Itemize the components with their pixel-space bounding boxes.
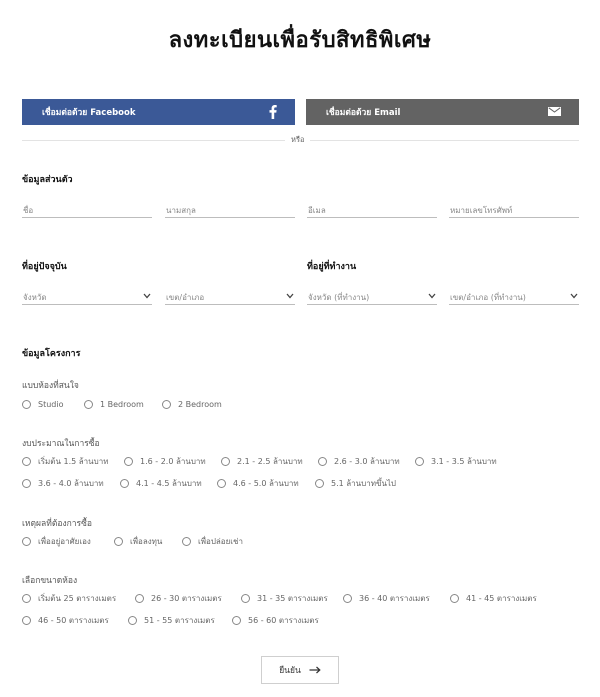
room-size-option[interactable] — [232, 614, 319, 626]
reason-option-label: เพื่อปล่อยเช่า — [198, 536, 243, 546]
work-district-select[interactable] — [449, 291, 579, 305]
room-size-option-label: 36 - 40 ตารางเมตร — [359, 593, 430, 603]
arrow-right-icon — [309, 666, 321, 674]
current-district-placeholder: เขต/อำเภอ — [166, 293, 205, 302]
room-size-option-label: 56 - 60 ตารางเมตร — [248, 615, 319, 625]
reason-option-live[interactable] — [22, 535, 91, 547]
personal-info-heading: ข้อมูลส่วนตัว — [22, 175, 73, 185]
radio-circle — [22, 457, 31, 466]
work-district-placeholder: เขต/อำเภอ (ที่ทำงาน) — [450, 293, 526, 302]
budget-option[interactable] — [221, 455, 303, 467]
room-size-option[interactable] — [128, 614, 215, 626]
facebook-icon — [269, 105, 277, 122]
budget-option-label: 3.6 - 4.0 ล้านบาท — [38, 478, 104, 488]
radio-circle — [241, 594, 250, 603]
radio-circle — [221, 457, 230, 466]
reason-option-label: เพื่อลงทุน — [130, 536, 163, 546]
work-address-heading: ที่อยู่ที่ทำงาน — [307, 262, 357, 272]
budget-option[interactable] — [315, 477, 396, 489]
email-placeholder: อีเมล — [308, 206, 326, 215]
project-info-heading: ข้อมูลโครงการ — [22, 349, 81, 359]
radio-circle — [232, 616, 241, 625]
radio-circle — [22, 479, 31, 488]
reason-option-rent[interactable] — [182, 535, 243, 547]
page-title: ลงทะเบียนเพื่อรับสิทธิพิเศษ — [168, 28, 432, 53]
room-type-option-1-bedroom[interactable] — [84, 398, 144, 410]
facebook-connect-button[interactable] — [22, 99, 295, 125]
email-field[interactable] — [307, 204, 437, 218]
purchase-reason-label: เหตุผลที่ต้องการซื้อ — [22, 519, 92, 529]
radio-circle — [217, 479, 226, 488]
budget-option-label: 1.6 - 2.0 ล้านบาท — [140, 456, 206, 466]
budget-option[interactable] — [124, 455, 206, 467]
budget-option[interactable] — [415, 455, 497, 467]
room-type-option-label: 1 Bedroom — [100, 399, 144, 409]
radio-circle — [120, 479, 129, 488]
current-province-placeholder: จังหวัด — [23, 293, 47, 302]
reason-option-invest[interactable] — [114, 535, 162, 547]
room-size-option[interactable] — [22, 592, 116, 604]
reason-option-label: เพื่ออยู่อาศัยเอง — [38, 536, 91, 546]
room-type-option-2-bedroom[interactable] — [162, 398, 222, 410]
room-size-option[interactable] — [450, 592, 537, 604]
budget-option[interactable] — [120, 477, 202, 489]
chevron-down-icon — [570, 293, 578, 299]
radio-circle — [415, 457, 424, 466]
room-size-option-label: 51 - 55 ตารางเมตร — [144, 615, 215, 625]
budget-option-label: 4.1 - 4.5 ล้านบาท — [136, 478, 202, 488]
first-name-placeholder: ชื่อ — [23, 206, 34, 215]
budget-option[interactable] — [22, 455, 108, 467]
room-size-option[interactable] — [343, 592, 430, 604]
radio-circle — [162, 400, 171, 409]
phone-field[interactable] — [449, 204, 579, 218]
radio-circle — [343, 594, 352, 603]
room-size-option[interactable] — [135, 592, 222, 604]
current-address-heading: ที่อยู่ปัจจุบัน — [22, 262, 67, 272]
current-province-select[interactable] — [22, 291, 152, 305]
radio-circle — [84, 400, 93, 409]
submit-label: ยืนยัน — [279, 666, 301, 676]
last-name-placeholder: นามสกุล — [166, 206, 196, 215]
room-type-option-studio[interactable] — [22, 398, 63, 410]
or-separator: หรือ — [285, 134, 310, 146]
budget-option-label: 3.1 - 3.5 ล้านบาท — [431, 456, 497, 466]
radio-circle — [22, 616, 31, 625]
radio-circle — [450, 594, 459, 603]
room-type-option-label: Studio — [38, 399, 64, 409]
radio-circle — [22, 537, 31, 546]
chevron-down-icon — [286, 293, 294, 299]
room-size-option[interactable] — [22, 614, 109, 626]
budget-option-label: 4.6 - 5.0 ล้านบาท — [233, 478, 299, 488]
radio-circle — [318, 457, 327, 466]
submit-button[interactable] — [261, 656, 339, 684]
room-type-label: แบบห้องที่สนใจ — [22, 381, 79, 391]
envelope-icon — [548, 107, 561, 119]
budget-option[interactable] — [217, 477, 299, 489]
budget-option-label: 5.1 ล้านบาทขึ้นไป — [331, 478, 397, 488]
work-province-placeholder: จังหวัด (ที่ทำงาน) — [308, 293, 370, 302]
budget-option-label: เริ่มต้น 1.5 ล้านบาท — [38, 456, 109, 466]
facebook-connect-label: เชื่อมต่อด้วย Facebook — [42, 108, 136, 118]
current-district-select[interactable] — [165, 291, 295, 305]
email-connect-label: เชื่อมต่อด้วย Email — [326, 108, 401, 118]
room-size-option-label: 46 - 50 ตารางเมตร — [38, 615, 109, 625]
budget-option-label: 2.6 - 3.0 ล้านบาท — [334, 456, 400, 466]
room-size-label: เลือกขนาดห้อง — [22, 576, 78, 586]
radio-circle — [22, 594, 31, 603]
radio-circle — [124, 457, 133, 466]
radio-circle — [315, 479, 324, 488]
budget-option[interactable] — [318, 455, 400, 467]
chevron-down-icon — [428, 293, 436, 299]
first-name-field[interactable] — [22, 204, 152, 218]
room-type-option-label: 2 Bedroom — [178, 399, 222, 409]
radio-circle — [114, 537, 123, 546]
room-size-option-label: 31 - 35 ตารางเมตร — [257, 593, 328, 603]
email-connect-button[interactable] — [306, 99, 579, 125]
work-province-select[interactable] — [307, 291, 437, 305]
radio-circle — [22, 400, 31, 409]
room-size-option-label: 41 - 45 ตารางเมตร — [466, 593, 537, 603]
radio-circle — [135, 594, 144, 603]
budget-option-label: 2.1 - 2.5 ล้านบาท — [237, 456, 303, 466]
room-size-option-label: 26 - 30 ตารางเมตร — [151, 593, 222, 603]
room-size-option-label: เริ่มต้น 25 ตารางเมตร — [38, 593, 117, 603]
chevron-down-icon — [143, 293, 151, 299]
room-size-option[interactable] — [241, 592, 328, 604]
phone-placeholder: หมายเลขโทรศัพท์ — [450, 206, 513, 215]
radio-circle — [128, 616, 137, 625]
budget-option[interactable] — [22, 477, 104, 489]
last-name-field[interactable] — [165, 204, 295, 218]
budget-label: งบประมาณในการซื้อ — [22, 439, 100, 449]
radio-circle — [182, 537, 191, 546]
